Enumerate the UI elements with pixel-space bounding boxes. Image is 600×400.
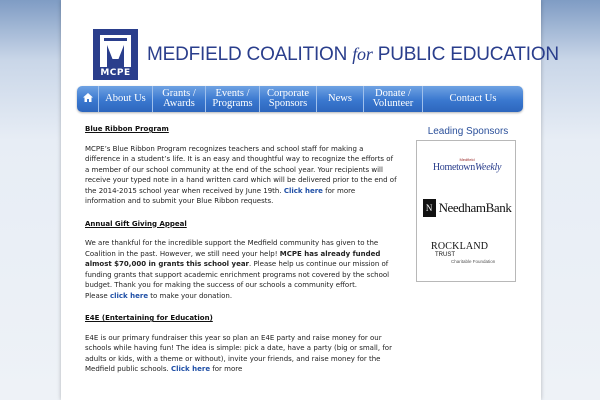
e4e-title: E4E (Entertaining for Education) <box>85 314 213 322</box>
needham-logo-box: N <box>423 199 436 217</box>
sponsor-rockland-trust[interactable] <box>431 241 511 265</box>
annual-after: to make your donation. <box>148 291 233 300</box>
nav-about-us[interactable] <box>99 86 153 112</box>
nav-contact-label: Contact Us <box>449 93 497 104</box>
header <box>61 0 559 88</box>
nav-events-programs[interactable] <box>206 86 260 112</box>
nav-contact-us[interactable] <box>423 86 523 112</box>
nav-events-label-2: Programs <box>212 98 253 109</box>
page-container <box>61 0 559 400</box>
blue-ribbon-text <box>85 144 397 207</box>
e4e-text <box>85 333 397 375</box>
main-content <box>85 124 397 387</box>
main-nav <box>77 86 523 112</box>
nav-corp-label-1: Corporate <box>267 88 309 99</box>
rockland-foundation-word: Charitable Foundation <box>451 259 496 264</box>
nav-donate-volunteer[interactable] <box>364 86 423 112</box>
site-title-part1: MEDFIELD COALITION <box>147 44 353 65</box>
mcpe-logo[interactable] <box>93 29 138 80</box>
sponsors-panel <box>416 140 516 282</box>
nav-corporate-sponsors[interactable] <box>260 86 317 112</box>
hometown-word: Hometown <box>432 162 475 173</box>
logo-text: MCPE <box>100 68 131 78</box>
hometown-small-label: Medfield <box>459 157 475 162</box>
nav-events-label-1: Events / <box>215 88 250 99</box>
nav-news[interactable] <box>317 86 364 112</box>
blue-ribbon-link[interactable]: Click here <box>283 186 323 195</box>
annual-body-1: We are thankful for the incredible support the Medfield community has given to the Coalition in the past. However, we still need your help! <box>85 239 379 258</box>
annual-appeal-text <box>85 238 397 301</box>
blue-ribbon-after: for more information and to submit your Blue Ribbon requests. <box>85 186 356 205</box>
hometown-logo-text <box>417 162 517 173</box>
needham-logo-text: NeedhamBank <box>438 200 512 215</box>
annual-strong: MCPE has already funded almost $70,000 in grants this school year <box>85 249 381 268</box>
nav-grants-label-1: Grants / <box>162 88 196 99</box>
nav-donate-label-2: Volunteer <box>372 98 414 109</box>
blue-ribbon-title: Blue Ribbon Program <box>85 125 169 133</box>
sponsors-heading: Leading Sponsors <box>427 126 509 137</box>
weekly-word: Weekly <box>474 162 502 173</box>
rockland-word: ROCKLAND <box>431 241 489 252</box>
sidebar <box>411 126 525 264</box>
nav-grants-awards[interactable] <box>153 86 206 112</box>
nav-donate-label-1: Donate / <box>375 88 411 99</box>
annual-donate-link[interactable]: click here <box>109 291 149 300</box>
annual-body-2: . Please help us continue our mission of funding grants that support academic enrichment programs not covered by the school budget. Thank you for making the success of our schools a community effort. <box>85 260 390 289</box>
blue-ribbon-body: MCPE’s Blue Ribbon Program recognizes teachers and school staff for making a difference in a student’s life. It is an easy and thoughtful way to recognize the efforts of a member of our school community at the end of the school year. Your recipients will receive your typed note in a hand written card which will be delivered prior to the end of the 2014-2015 school year when received by June 19th. <box>85 144 397 195</box>
nav-about-label: About Us <box>105 93 146 104</box>
site-title <box>147 44 559 66</box>
sponsor-hometown-weekly[interactable] <box>417 157 517 173</box>
rockland-trust-word: TRUST <box>435 252 455 258</box>
sponsor-needham-bank[interactable] <box>417 199 517 217</box>
e4e-body: E4E is our primary fundraiser this year so plan an E4E party and raise money for our schools while having fun! The idea is simple: pick a date, have a party (big or small, for adults or kids, with a theme or without), invite your friends, and raise money for the Medfield public schools. <box>85 333 392 373</box>
site-title-for: for <box>352 44 373 64</box>
nav-news-label: News <box>328 93 352 104</box>
nav-grants-label-2: Awards <box>163 98 195 109</box>
nav-corp-label-2: Sponsors <box>268 98 308 109</box>
home-icon <box>83 93 93 105</box>
annual-body-3: Please <box>85 291 110 300</box>
site-title-part2: PUBLIC EDUCATION <box>372 44 559 65</box>
annual-appeal-title: Annual Gift Giving Appeal <box>85 219 187 228</box>
e4e-after: for more <box>210 365 243 373</box>
e4e-link[interactable]: Click here <box>170 365 211 373</box>
nav-home[interactable] <box>77 86 99 112</box>
